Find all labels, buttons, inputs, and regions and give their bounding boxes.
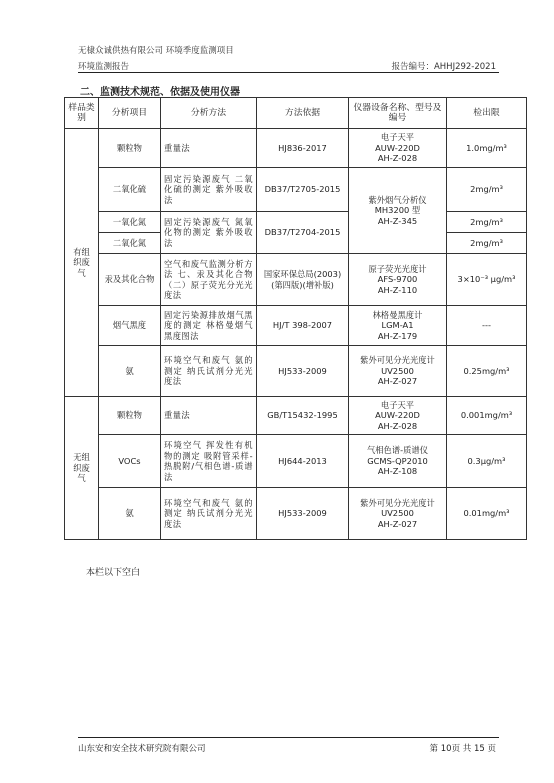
footer-rule — [78, 737, 499, 738]
table-row — [65, 488, 527, 540]
cell-method: 环境空气和废气 氨的测定 纳氏试剂分光光度法 — [161, 346, 257, 397]
cell-instrument: 气相色谱-质谱仪 GCMS-QP2010 AH-Z-108 — [349, 435, 447, 488]
cell-instrument: 紫外可见分光光度计 UV2500 AH-Z-027 — [349, 488, 447, 540]
cell-limit: 1.0mg/m³ — [447, 129, 527, 168]
cell-basis: DB37/T2705-2015 — [257, 168, 349, 212]
section-title: 二、监测技术规范、依据及使用仪器 — [80, 87, 240, 98]
cell-method: 固定污染源废气 二氧化硫的测定 紫外吸收法 — [161, 168, 257, 212]
header-analysis-item: 分析项目 — [99, 98, 161, 129]
cell-item: 颗粒物 — [99, 397, 161, 435]
table-row — [65, 168, 527, 212]
cell-method: 空气和废气监测分析方法 七、汞及其化合物（二）原子荧光分光光度法 — [161, 254, 257, 306]
header-instrument: 仪器设备名称、型号及编号 — [349, 98, 447, 129]
cell-method: 重量法 — [161, 129, 257, 168]
cell-limit: 0.01mg/m³ — [447, 488, 527, 540]
table-row — [65, 435, 527, 488]
cell-basis: HJ533-2009 — [257, 346, 349, 397]
cell-method: 固定污染源排放烟气黑度的测定 林格曼烟气黑度图法 — [161, 306, 257, 346]
cell-basis: HJ836-2017 — [257, 129, 349, 168]
cell-method: 固定污染源废气 氮氧化物的测定 紫外吸收法 — [161, 212, 257, 254]
table-row — [65, 346, 527, 397]
header-rule — [78, 72, 499, 73]
cell-item: 氨 — [99, 488, 161, 540]
report-number: 报告编号：AHHJ292-2021 — [391, 62, 496, 72]
cell-limit: 2mg/m³ — [447, 233, 527, 254]
cell-limit: 2mg/m³ — [447, 168, 527, 212]
cell-item: 氨 — [99, 346, 161, 397]
header-company-line: 无棣众诚供热有限公司 环境季度监测项目 — [78, 46, 234, 56]
cell-instrument: 电子天平 AUW-220D AH-Z-028 — [349, 397, 447, 435]
table-row — [65, 254, 527, 306]
footer-institute: 山东安和安全技术研究院有限公司 — [78, 744, 206, 754]
table-row — [65, 212, 527, 233]
cell-basis: HJ/T 398-2007 — [257, 306, 349, 346]
table-row — [65, 397, 527, 435]
cell-method: 环境空气和废气 氨的测定 纳氏试剂分光光度法 — [161, 488, 257, 540]
blank-below-note: 本栏以下空白 — [86, 568, 141, 578]
cell-item: 二氧化硫 — [99, 168, 161, 212]
cell-basis: 国家环保总局(2003)(第四版)(增补版) — [257, 254, 349, 306]
cell-item: 烟气黑度 — [99, 306, 161, 346]
cell-instrument: 紫外可见分光光度计 UV2500 AH-Z-027 — [349, 346, 447, 397]
cell-limit: 0.001mg/m³ — [447, 397, 527, 435]
footer-page-number: 第 10页 共 15 页 — [429, 744, 496, 754]
cell-item: 颗粒物 — [99, 129, 161, 168]
cell-instrument: 紫外烟气分析仪 MH3200 型 AH-Z-345 — [349, 168, 447, 254]
header-analysis-method: 分析方法 — [161, 98, 257, 129]
cell-method: 环境空气 挥发性有机物的测定 吸附管采样-热脱附/气相色谱-质谱法 — [161, 435, 257, 488]
header-detection-limit: 检出限 — [447, 98, 527, 129]
table-row — [65, 306, 527, 346]
cell-limit: --- — [447, 306, 527, 346]
cell-item: VOCs — [99, 435, 161, 488]
cell-item: 一氧化氮 — [99, 212, 161, 233]
cell-limit: 0.3μg/m³ — [447, 435, 527, 488]
table-header-row — [65, 98, 527, 129]
cell-item: 汞及其化合物 — [99, 254, 161, 306]
cell-method: 重量法 — [161, 397, 257, 435]
cell-basis: HJ533-2009 — [257, 488, 349, 540]
cell-basis: HJ644-2013 — [257, 435, 349, 488]
monitoring-table — [64, 97, 527, 540]
cell-limit: 2mg/m³ — [447, 212, 527, 233]
cell-limit: 3×10⁻³ μg/m³ — [447, 254, 527, 306]
cell-instrument: 电子天平 AUW-220D AH-Z-028 — [349, 129, 447, 168]
cell-limit: 0.25mg/m³ — [447, 346, 527, 397]
header-method-basis: 方法依据 — [257, 98, 349, 129]
cell-basis: DB37/T2704-2015 — [257, 212, 349, 254]
cell-instrument: 原子荧光光度计 AFS-9700 AH-Z-110 — [349, 254, 447, 306]
category-organized: 有组织废气 — [65, 129, 99, 397]
cell-item: 二氧化氮 — [99, 233, 161, 254]
header-sample-category: 样品类别 — [65, 98, 99, 129]
category-unorganized: 无组织废气 — [65, 397, 99, 540]
table-row — [65, 129, 527, 168]
header-report-title: 环境监测报告 — [78, 62, 130, 72]
cell-basis: GB/T15432-1995 — [257, 397, 349, 435]
cell-instrument: 林格曼黑度计 LGM-A1 AH-Z-179 — [349, 306, 447, 346]
